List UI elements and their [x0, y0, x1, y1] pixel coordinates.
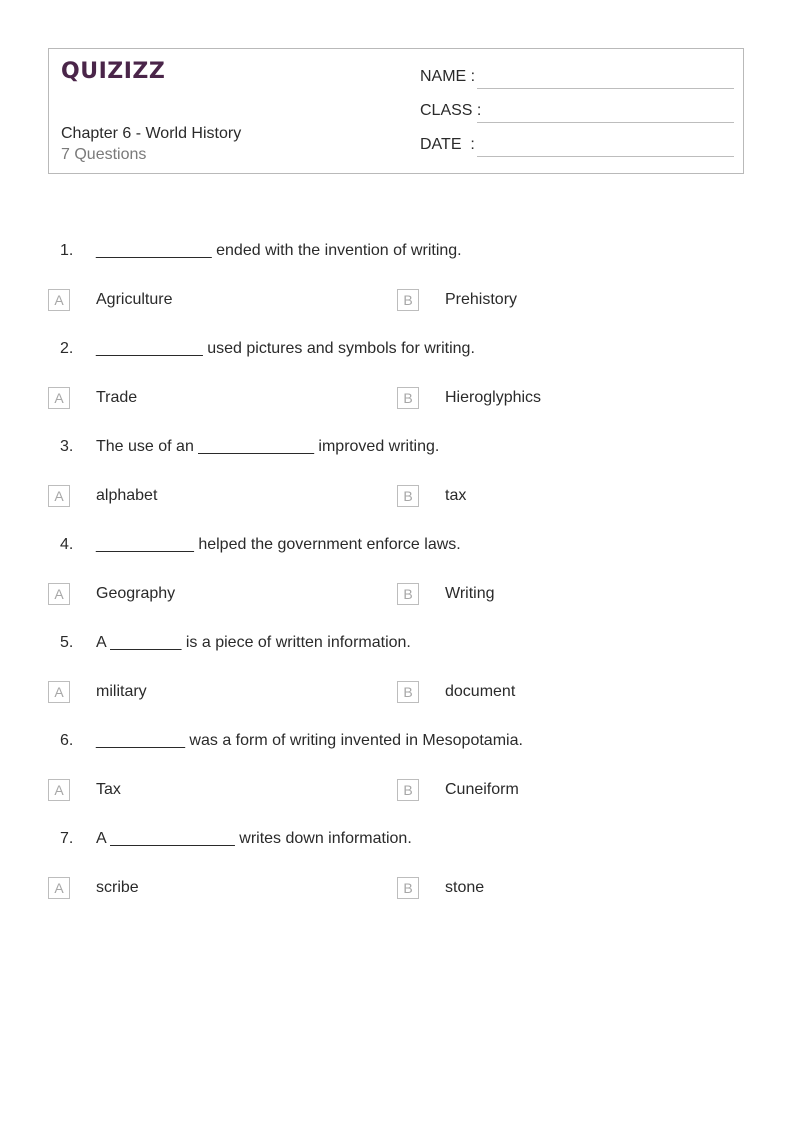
question-text: The use of an _____________ improved writing. — [96, 438, 440, 455]
question-list — [0, 232, 794, 918]
choice-b-text: stone — [445, 879, 485, 896]
question-item — [0, 428, 794, 526]
choice-b-text: Prehistory — [445, 291, 518, 308]
choice-a-box[interactable]: A — [48, 289, 70, 311]
choice-b-text: document — [445, 683, 516, 700]
choice-a-text: Geography — [96, 585, 176, 602]
quiz-title: Chapter 6 - World History — [61, 125, 242, 142]
choice-a-text: alphabet — [96, 487, 158, 504]
choice-a-text: Tax — [96, 781, 121, 798]
choice-b-box[interactable]: B — [397, 877, 419, 899]
question-number: 7. — [60, 830, 74, 847]
question-number: 4. — [60, 536, 74, 553]
choice-a-text: scribe — [96, 879, 139, 896]
choice-a-box[interactable]: A — [48, 779, 70, 801]
choice-a-box[interactable]: A — [48, 485, 70, 507]
question-text: A ________ is a piece of written information. — [96, 634, 411, 651]
question-text: _____________ ended with the invention of writing. — [96, 242, 462, 259]
question-number: 2. — [60, 340, 74, 357]
class-label: CLASS : — [420, 102, 482, 119]
class-line[interactable] — [477, 122, 734, 123]
choice-a-box[interactable]: A — [48, 877, 70, 899]
choice-a-box[interactable]: A — [48, 387, 70, 409]
question-text: ___________ helped the government enforce laws. — [96, 536, 461, 553]
choice-b-box[interactable]: B — [397, 681, 419, 703]
choice-b-box[interactable]: B — [397, 583, 419, 605]
date-line[interactable] — [477, 156, 734, 157]
name-line[interactable] — [477, 88, 734, 89]
question-count: 7 Questions — [61, 146, 147, 163]
question-number: 6. — [60, 732, 74, 749]
choice-a-box[interactable]: A — [48, 681, 70, 703]
question-item — [0, 526, 794, 624]
question-text: __________ was a form of writing invented in Mesopotamia. — [96, 732, 523, 749]
worksheet-header — [48, 48, 744, 174]
choice-a-text: military — [96, 683, 147, 700]
choice-b-text: Hieroglyphics — [445, 389, 542, 406]
choice-a-text: Trade — [96, 389, 138, 406]
choice-a-text: Agriculture — [96, 291, 173, 308]
question-number: 3. — [60, 438, 74, 455]
question-item — [0, 820, 794, 918]
date-label: DATE : — [420, 136, 475, 153]
question-number: 5. — [60, 634, 74, 651]
question-text: ____________ used pictures and symbols for writing. — [96, 340, 475, 357]
question-text: A ______________ writes down information. — [96, 830, 412, 847]
choice-b-box[interactable]: B — [397, 289, 419, 311]
question-item — [0, 624, 794, 722]
choice-b-text: Cuneiform — [445, 781, 519, 798]
class-field[interactable] — [420, 102, 734, 124]
choice-b-box[interactable]: B — [397, 387, 419, 409]
choice-b-text: Writing — [445, 585, 495, 602]
choice-b-text: tax — [445, 487, 467, 504]
question-item — [0, 330, 794, 428]
quizizz-logo: QUIZIZZ — [61, 59, 166, 84]
choice-b-box[interactable]: B — [397, 485, 419, 507]
date-field[interactable] — [420, 136, 734, 158]
name-label: NAME : — [420, 68, 476, 85]
question-item — [0, 722, 794, 820]
choice-a-box[interactable]: A — [48, 583, 70, 605]
choice-b-box[interactable]: B — [397, 779, 419, 801]
name-field[interactable] — [420, 68, 734, 90]
question-item — [0, 232, 794, 330]
question-number: 1. — [60, 242, 74, 259]
